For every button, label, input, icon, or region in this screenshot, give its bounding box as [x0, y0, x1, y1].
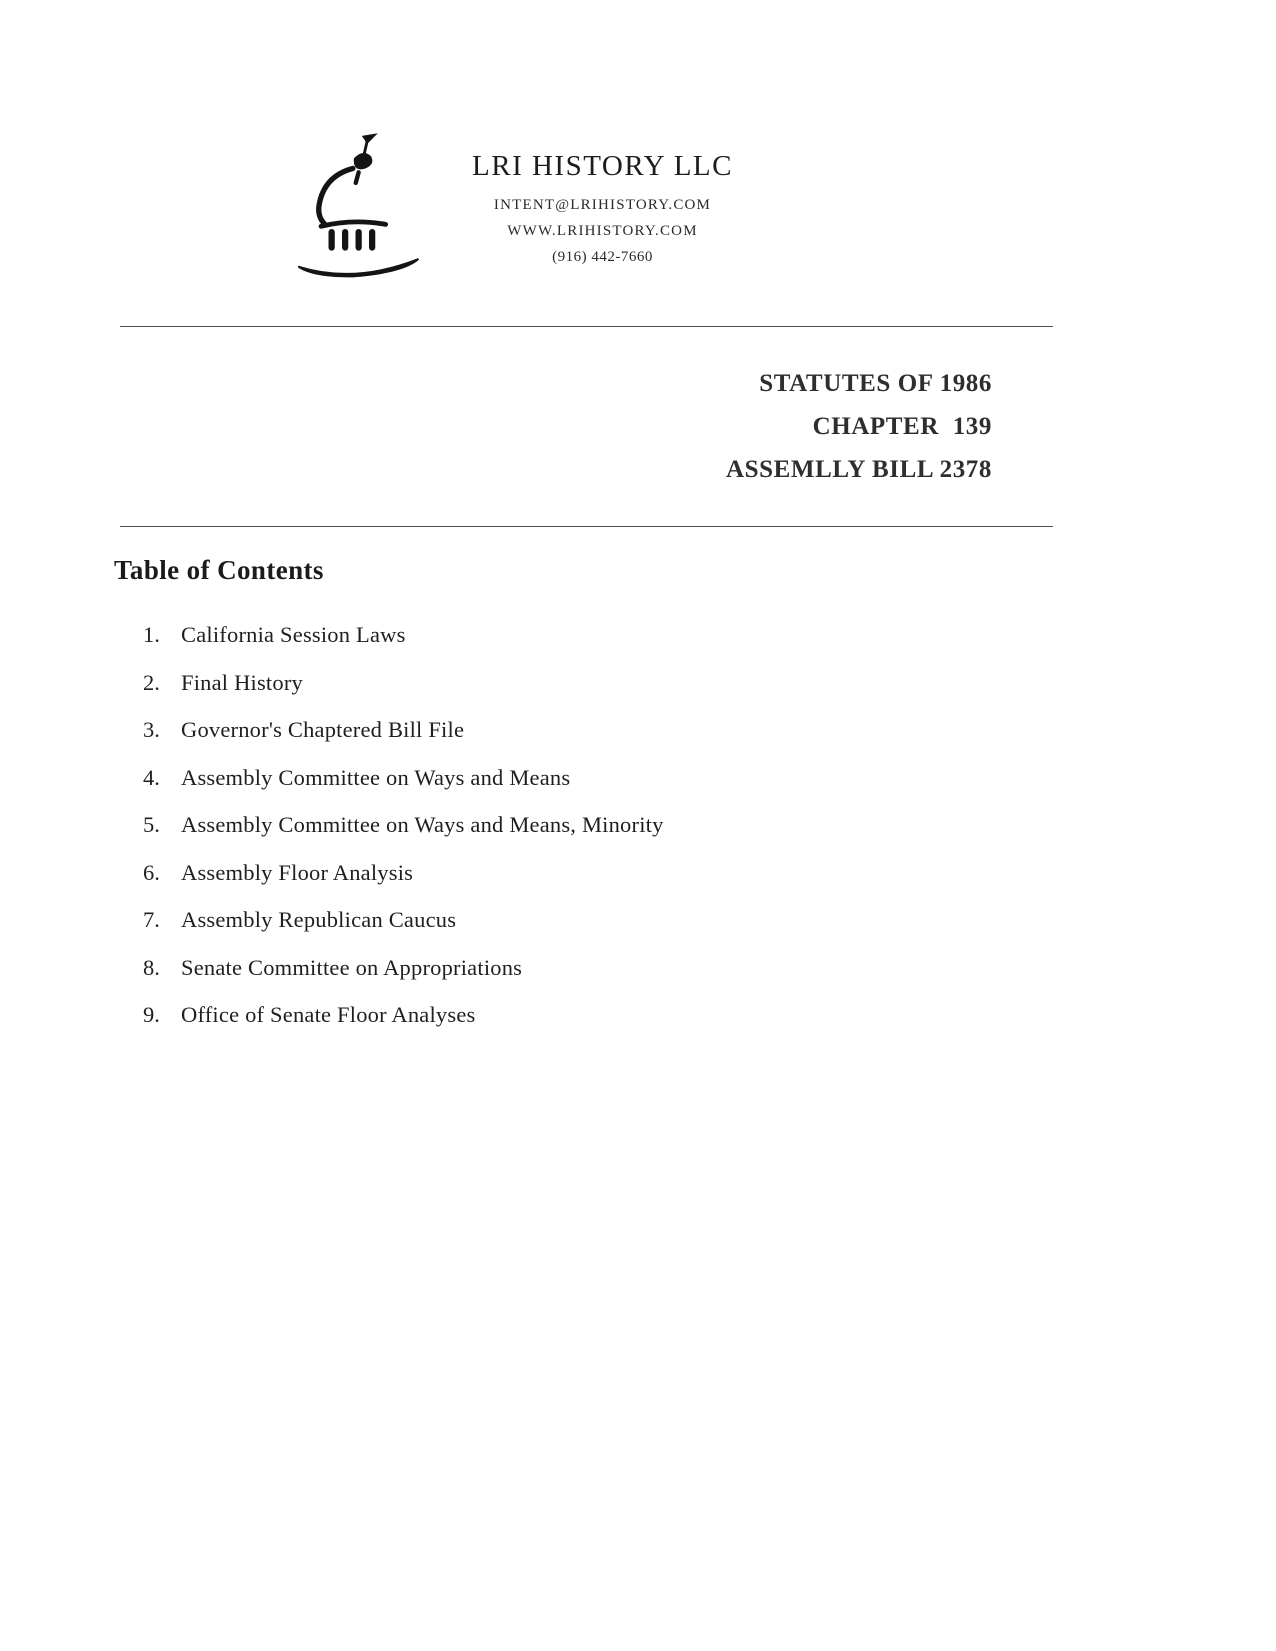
company-website: WWW.LRIHISTORY.COM	[507, 223, 698, 239]
list-item	[143, 955, 1043, 1003]
list-item	[143, 717, 1043, 765]
list-item-number: 3.	[143, 717, 160, 742]
company-email: INTENT@LRIHISTORY.COM	[493, 197, 712, 213]
list-item-label: Governor's Chaptered Bill File	[181, 717, 465, 742]
list-item-number: 1.	[143, 622, 160, 647]
list-item-number: 9.	[143, 1002, 160, 1027]
list-item-label: California Session Laws	[181, 622, 406, 647]
capitol-dome-logo-icon	[295, 128, 430, 286]
list-item-number: 5.	[143, 812, 160, 837]
bill-line: ASSEMLLY BILL 2378	[726, 456, 992, 483]
divider-bottom	[120, 526, 1053, 527]
list-item-label: Final History	[181, 669, 303, 695]
list-item-label: Office of Senate Floor Analyses	[181, 1002, 476, 1027]
list-item-number: 2.	[143, 669, 160, 695]
list-item-label: Assembly Committee on Ways and Means, Minority	[181, 812, 664, 837]
statutes-line: STATUTES OF 1986	[759, 370, 992, 397]
list-item	[143, 1002, 1043, 1050]
list-item-number: 6.	[143, 859, 160, 885]
company-name: LRI HISTORY LLC	[472, 150, 733, 182]
list-item	[143, 860, 1043, 908]
toc-heading: Table of Contents	[114, 555, 324, 585]
list-item-label: Assembly Republican Caucus	[181, 907, 457, 932]
list-item-label: Senate Committee on Appropriations	[181, 954, 523, 980]
list-item-label: Assembly Floor Analysis	[181, 859, 414, 885]
company-phone: (916) 442-7660	[552, 249, 653, 265]
list-item	[143, 622, 1043, 670]
list-item	[143, 907, 1043, 955]
list-item-number: 4.	[143, 764, 160, 790]
list-item	[143, 765, 1043, 813]
chapter-line: CHAPTER 139	[812, 413, 992, 440]
list-item-number: 7.	[143, 907, 160, 932]
letterhead	[420, 150, 785, 266]
list-item	[143, 812, 1043, 860]
document-title-block	[726, 362, 992, 491]
divider-top	[120, 326, 1053, 327]
toc-list	[143, 622, 1043, 1050]
list-item-label: Assembly Committee on Ways and Means	[181, 764, 571, 790]
list-item-number: 8.	[143, 954, 160, 980]
list-item	[143, 670, 1043, 718]
